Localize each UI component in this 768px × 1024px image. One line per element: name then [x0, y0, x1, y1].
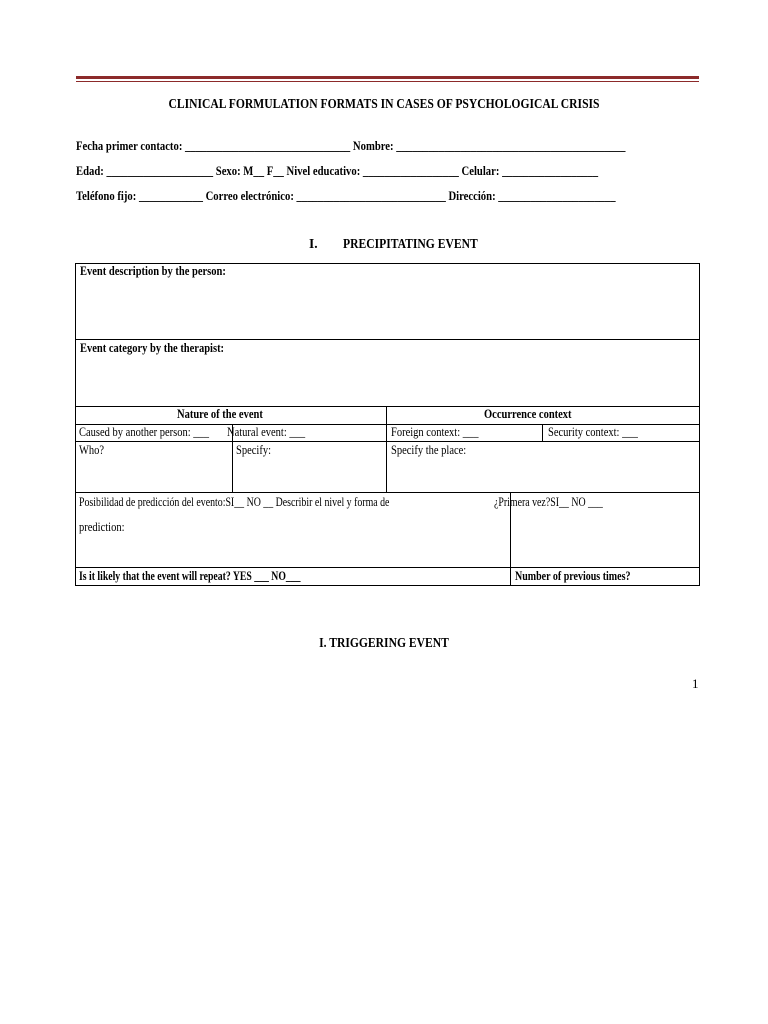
event-description-label: Event description by the person:	[80, 264, 226, 278]
table-divider	[75, 339, 700, 340]
first-time-question: ¿Primera vez?SI__ NO ___	[494, 495, 603, 509]
section-number: I.	[309, 236, 318, 251]
top-rule-thin	[76, 81, 699, 82]
caused-by-another-person: Caused by another person: ___	[79, 425, 210, 439]
table-divider	[75, 492, 700, 493]
specify-place-label: Specify the place:	[391, 443, 467, 457]
table-divider	[75, 567, 700, 568]
prediction-possibility: Posibilidad de predicción del evento:SI__ NO __ Describir el nivel y forma de	[79, 495, 390, 509]
natural-event: Natural event: ___	[227, 425, 306, 439]
document-title: CLINICAL FORMULATION FORMATS IN CASES OF PSYCHOLOGICAL CRISIS	[168, 96, 600, 111]
specify-label: Specify:	[236, 443, 272, 457]
section-heading-triggering: I. TRIGGERING EVENT	[319, 635, 449, 650]
header-line-contact: Fecha primer contacto: _______________________________ Nombre: ___________________________________________	[76, 138, 626, 153]
page-number: 1	[692, 676, 699, 691]
previous-times-question: Number of previous times?	[515, 569, 631, 583]
table-divider	[75, 406, 700, 407]
table-divider	[386, 406, 387, 493]
event-category-label: Event category by the therapist:	[80, 341, 225, 355]
security-context: Security context: ___	[548, 425, 638, 439]
prediction-label: prediction:	[79, 520, 125, 534]
table-divider	[542, 424, 543, 442]
table-divider	[75, 441, 700, 442]
who-label: Who?	[79, 443, 105, 457]
foreign-context: Foreign context: ___	[391, 425, 479, 439]
header-line-phone: Teléfono fijo: ____________ Correo electrónico: ____________________________ Dirección: ______________________	[76, 188, 616, 203]
repeat-question: Is it likely that the event will repeat? YES ___ NO___	[79, 569, 301, 583]
section-title: PRECIPITATING EVENT	[343, 236, 478, 251]
context-header: Occurrence context	[484, 407, 572, 421]
top-rule	[76, 76, 699, 79]
header-line-demographics: Edad: ____________________ Sexo: M__ F__ Nivel educativo: __________________ Celular: __________________	[76, 163, 599, 178]
nature-header: Nature of the event	[177, 407, 263, 421]
